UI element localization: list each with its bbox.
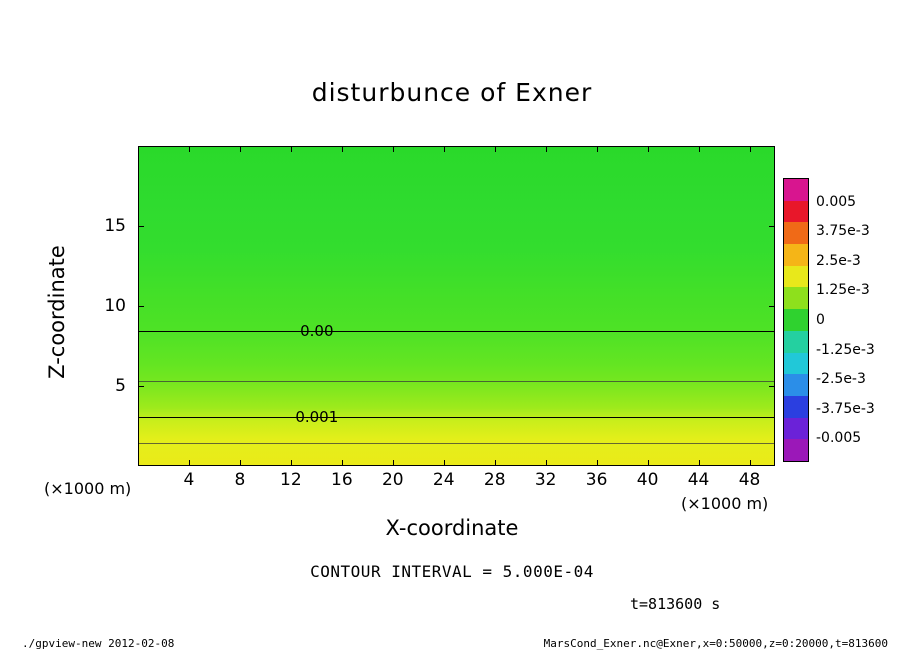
x-tick-mark-top — [648, 146, 649, 152]
y-tick-mark — [138, 226, 144, 227]
y-tick-label: 15 — [104, 216, 126, 236]
colorbar-tick-label: 3.75e-3 — [816, 223, 870, 240]
x-tick-mark — [444, 460, 445, 466]
y-tick-mark — [138, 306, 144, 307]
y-tick-mark — [138, 386, 144, 387]
page-title: disturbunce of Exner — [311, 78, 593, 107]
contour-line-0 — [139, 331, 774, 332]
colorbar-tick-label: 1.25e-3 — [816, 282, 870, 299]
x-tick-mark-top — [750, 146, 751, 152]
contour-label-0001-text: 0.001 — [295, 408, 339, 427]
x-axis-label: X-coordinate — [385, 516, 519, 540]
x-tick-label: 20 — [381, 470, 404, 490]
colorbar-segment — [784, 374, 808, 396]
colorbar-segment — [784, 353, 808, 375]
colorbar-segment — [784, 309, 808, 331]
contour-label-0001 — [292, 408, 341, 426]
contour-line-0001 — [139, 417, 774, 418]
y-tick-mark-right — [769, 386, 775, 387]
x-tick-mark-top — [342, 146, 343, 152]
colorbar-segment — [784, 439, 808, 461]
x-tick-mark — [597, 460, 598, 466]
colorbar-tick-label: -1.25e-3 — [816, 341, 875, 358]
x-tick-mark — [393, 460, 394, 466]
y-tick-mark-right — [769, 226, 775, 227]
contour-line-minor — [139, 381, 774, 382]
x-tick-label: 4 — [183, 470, 195, 490]
x-tick-label: 32 — [534, 470, 557, 490]
x-tick-mark-top — [240, 146, 241, 152]
x-tick-mark — [189, 460, 190, 466]
colorbar-tick-label: 0.005 — [816, 193, 857, 210]
colorbar-segment — [784, 179, 808, 201]
colorbar-segment — [784, 418, 808, 440]
x-tick-mark-top — [393, 146, 394, 152]
x-tick-mark-top — [189, 146, 190, 152]
contour-label-0-text: 0.00 — [300, 322, 334, 341]
x-tick-mark — [546, 460, 547, 466]
y-tick-label: 10 — [104, 296, 126, 316]
colorbar-tick-label: 0 — [816, 312, 825, 328]
colorbar — [783, 178, 809, 462]
x-tick-mark — [648, 460, 649, 466]
colorbar-segment — [784, 244, 808, 266]
x-tick-mark — [240, 460, 241, 466]
x-tick-mark — [750, 460, 751, 466]
x-tick-mark — [291, 460, 292, 466]
footer-right-text: MarsCond_Exner.nc@Exner,x=0:50000,z=0:20000,t=813600 — [543, 637, 888, 650]
colorbar-tick-label: 2.5e-3 — [816, 252, 861, 269]
colorbar-segment — [784, 287, 808, 309]
x-tick-label: 44 — [687, 470, 710, 490]
x-tick-label: 40 — [636, 470, 659, 490]
x-tick-label: 48 — [738, 470, 761, 490]
x-tick-mark — [342, 460, 343, 466]
colorbar-tick-label: -2.5e-3 — [816, 371, 866, 388]
y-tick-label: 5 — [115, 376, 126, 396]
contour-line-minor-2 — [139, 443, 774, 444]
x-tick-mark-top — [699, 146, 700, 152]
colorbar-segment — [784, 396, 808, 418]
colorbar-segment — [784, 201, 808, 223]
x-axis-unit: (×1000 m) — [681, 494, 769, 513]
colorbar-segment — [784, 222, 808, 244]
x-tick-mark-top — [444, 146, 445, 152]
colorbar-tick-label: -3.75e-3 — [816, 400, 875, 417]
y-axis-label: Z-coordinate — [45, 245, 69, 379]
x-tick-mark-top — [546, 146, 547, 152]
x-tick-label: 36 — [585, 470, 608, 490]
colorbar-tick-label: -0.005 — [816, 430, 862, 447]
x-tick-mark — [495, 460, 496, 466]
time-label: t=813600 s — [630, 595, 721, 613]
x-tick-mark-top — [597, 146, 598, 152]
footer-left-text: ./gpview-new 2012-02-08 — [22, 637, 175, 650]
x-tick-mark-top — [495, 146, 496, 152]
colorbar-segment — [784, 331, 808, 353]
x-tick-label: 24 — [432, 470, 455, 490]
z-axis-unit: (×1000 m) — [44, 479, 132, 498]
x-tick-label: 16 — [331, 470, 353, 490]
y-tick-mark-right — [769, 306, 775, 307]
x-tick-mark — [699, 460, 700, 466]
contour-label-0 — [297, 322, 336, 340]
x-tick-mark-top — [291, 146, 292, 152]
colorbar-segment — [784, 266, 808, 288]
x-tick-label: 12 — [280, 470, 302, 490]
x-tick-label: 8 — [234, 470, 246, 490]
contour-interval-text: CONTOUR INTERVAL = 5.000E-04 — [310, 562, 594, 581]
plot-area — [138, 146, 775, 466]
x-tick-label: 28 — [483, 470, 506, 490]
